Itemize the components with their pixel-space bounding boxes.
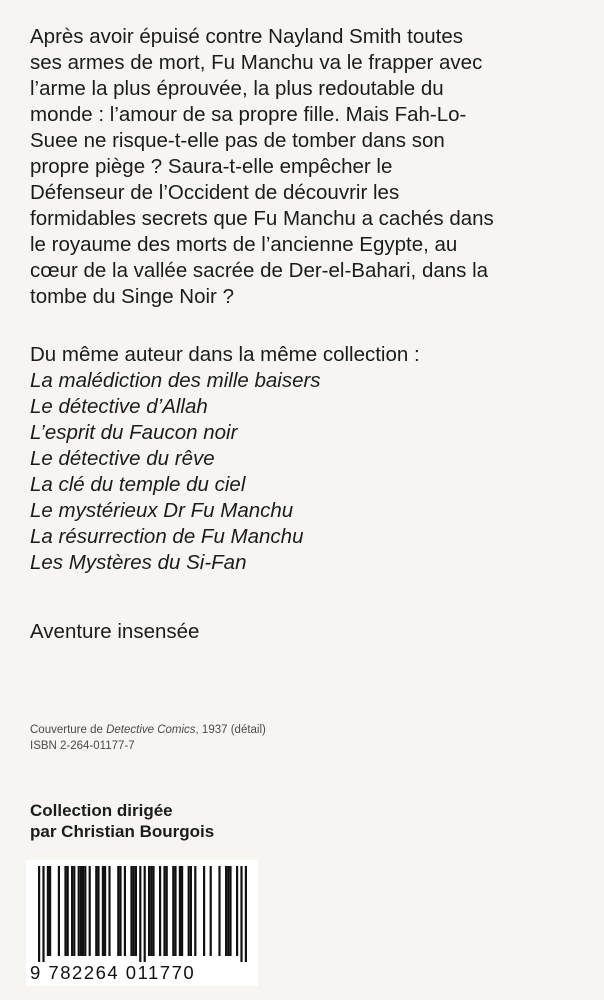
- genre-label: Aventure insensée: [30, 620, 200, 643]
- barcode-bar: [229, 866, 231, 956]
- barcode-bar: [203, 866, 205, 956]
- book-title: La clé du temple du ciel: [30, 473, 246, 496]
- barcode-bar: [71, 866, 73, 956]
- barcode-bar: [58, 866, 60, 956]
- barcode-bar: [174, 866, 176, 956]
- book-title: L’esprit du Faucon noir: [30, 421, 238, 444]
- barcode-bar: [225, 866, 227, 956]
- barcode-bar: [102, 866, 104, 956]
- barcode: [26, 860, 258, 986]
- blurb-line: le royaume des morts de l’ancienne Egypte, au: [30, 233, 458, 256]
- collection-line-2: par Christian Bourgois: [30, 822, 215, 841]
- blurb-line: Suee ne risque-t-elle pas de tomber dans son: [30, 129, 445, 152]
- barcode-bar: [172, 866, 174, 956]
- same-author-intro: Du même auteur dans la même collection :: [30, 343, 420, 366]
- barcode-bar: [152, 866, 154, 956]
- blurb-line: propre piège ? Saura-t-elle empêcher le: [30, 155, 393, 178]
- barcode-bar: [130, 866, 132, 956]
- cover-credit: [30, 722, 266, 738]
- barcode-number: 9 782264 011770: [30, 962, 196, 983]
- barcode-bar: [133, 866, 135, 956]
- barcode-bar: [218, 866, 220, 956]
- credits: [30, 722, 266, 754]
- cover-credit-prefix: Couverture de: [30, 724, 107, 736]
- barcode-bar: [38, 866, 40, 962]
- isbn: ISBN 2-264-01177-7: [30, 740, 135, 752]
- barcode-bar: [82, 866, 84, 956]
- blurb-paragraph: [30, 24, 590, 310]
- barcode-bar: [49, 866, 51, 956]
- blurb-line: tombe du Singe Noir ?: [30, 285, 234, 308]
- blurb-line: monde : l’amour de sa propre fille. Mais Fah-Lo-: [30, 103, 467, 126]
- collection-line-1: Collection dirigée: [30, 801, 173, 820]
- barcode-bar: [80, 866, 82, 956]
- barcode-bar: [64, 866, 66, 956]
- barcode-bar: [47, 866, 49, 956]
- blurb-line: cœur de la vallée sacrée de Der-el-Bahari, dans la: [30, 259, 489, 282]
- same-author-list: [30, 368, 321, 576]
- book-title: La résurrection de Fu Manchu: [30, 525, 304, 548]
- barcode-bar: [227, 866, 229, 956]
- book-title: Les Mystères du Si-Fan: [30, 551, 247, 574]
- barcode-bar: [236, 866, 238, 956]
- cover-credit-work: Detective Comics: [106, 724, 196, 736]
- barcode-bar: [190, 866, 192, 956]
- blurb-line: l’arme la plus éprouvée, la plus redoutable du: [30, 77, 444, 100]
- blurb-line: Défenseur de l’Occident de découvrir les: [30, 181, 400, 204]
- barcode-bar: [124, 866, 126, 956]
- barcode-bar: [166, 866, 168, 956]
- barcode-bar: [89, 866, 91, 956]
- cover-credit-suffix: , 1937 (détail): [195, 724, 266, 736]
- barcode-bar: [139, 866, 141, 962]
- barcode-bar: [150, 866, 152, 956]
- barcode-bar: [95, 866, 97, 956]
- barcode-bar: [119, 866, 121, 956]
- barcode-bar: [194, 866, 196, 956]
- barcode-bar: [108, 866, 110, 956]
- barcode-bar: [78, 866, 80, 956]
- blurb-line: ses armes de mort, Fu Manchu va le frapper avec: [30, 51, 483, 74]
- collection-editor: [30, 800, 214, 842]
- barcode-bar: [42, 866, 44, 962]
- barcode-bar: [135, 866, 137, 956]
- barcode-bar: [245, 866, 247, 962]
- blurb-line: formidables secrets que Fu Manchu a cachés dans: [30, 207, 494, 230]
- barcode-bar: [97, 866, 99, 956]
- barcode-bar: [181, 866, 183, 956]
- barcode-bar: [159, 866, 161, 956]
- barcode-bar: [84, 866, 86, 956]
- book-title: Le détective du rêve: [30, 447, 215, 470]
- barcode-bar: [163, 866, 165, 956]
- barcode-bar: [179, 866, 181, 956]
- barcode-bar: [210, 866, 212, 956]
- barcode-bar: [117, 866, 119, 956]
- barcode-bar: [73, 866, 75, 956]
- book-title: Le détective d’Allah: [30, 395, 208, 418]
- book-title: La malédiction des mille baisers: [30, 369, 321, 392]
- book-title: Le mystérieux Dr Fu Manchu: [30, 499, 294, 522]
- barcode-bar: [104, 866, 106, 956]
- barcode-bar: [144, 866, 146, 962]
- barcode-bar: [240, 866, 242, 962]
- barcode-bars: [26, 860, 258, 964]
- barcode-bar: [67, 866, 69, 956]
- blurb-line: Après avoir épuisé contre Nayland Smith toutes: [30, 25, 464, 48]
- barcode-bar: [188, 866, 190, 956]
- barcode-bar: [148, 866, 150, 956]
